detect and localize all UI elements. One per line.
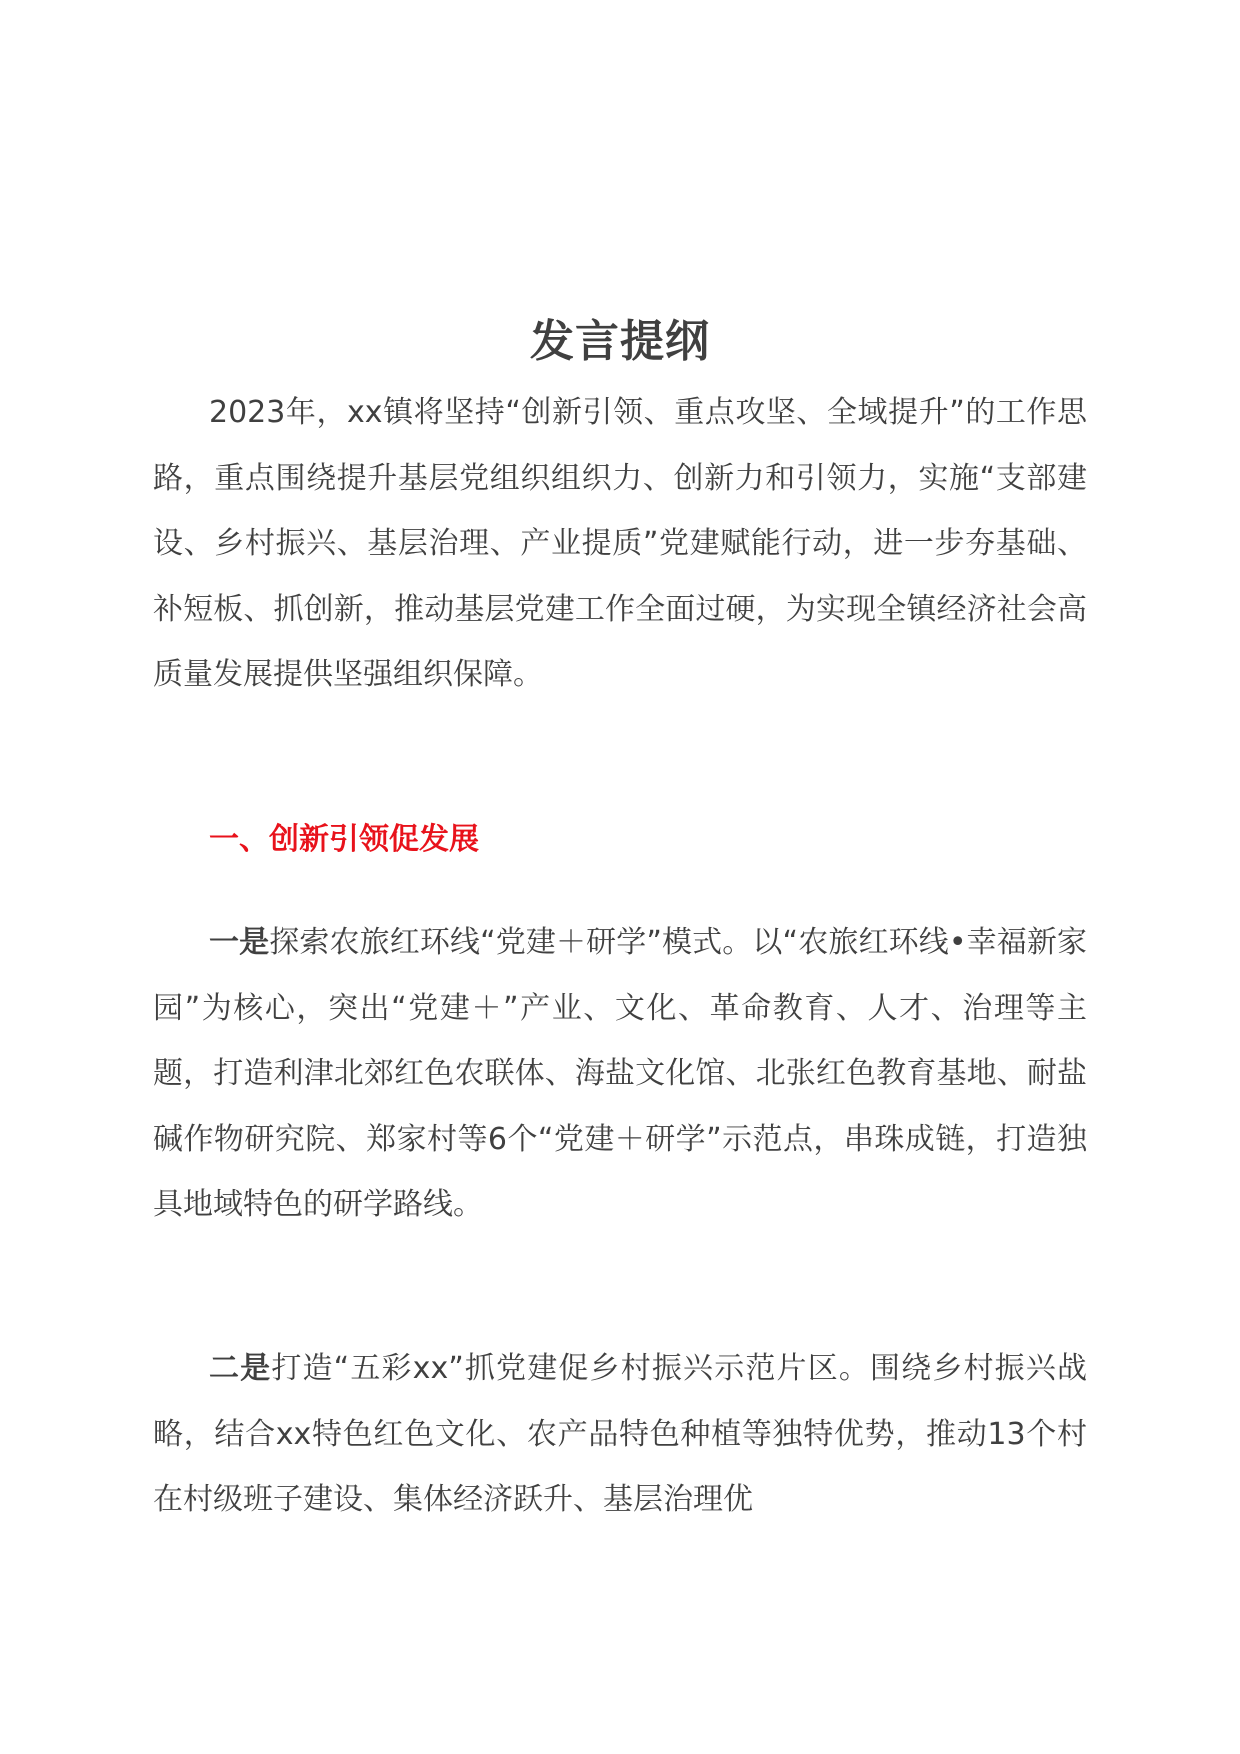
list-item xyxy=(153,1336,1087,1533)
section-heading: 一、创新引领促发展 xyxy=(209,822,479,857)
item-text: 探索农旅红环线“党建＋研学”模式。以“农旅红环线•幸福新家园”为核心，突出“党建＋”产业、文化、革命教育、人才、治理等主题，打造利津北郊红色农联体、海盐文化馆、北张红色教育基地、耐盐碱作物研究院、郑家村等6个“党建＋研学”示范点，串珠成链，打造独具地域特色的研学路线。 xyxy=(153,925,1087,1222)
item-lead: 二是 xyxy=(209,1351,272,1386)
item-text: 打造“五彩xx”抓党建促乡村振兴示范片区。围绕乡村振兴战略，结合xx特色红色文化、农产品特色种植等独特优势，推动13个村在村级班子建设、集体经济跃升、基层治理优 xyxy=(153,1351,1087,1517)
item-lead: 一是 xyxy=(209,925,270,960)
intro-paragraph: 2023年，xx镇将坚持“创新引领、重点攻坚、全域提升”的工作思路，重点围绕提升基层党组织组织力、创新力和引领力，实施“支部建设、乡村振兴、基层治理、产业提质”党建赋能行动，进一步夯基础、补短板、抓创新，推动基层党建工作全面过硬，为实现全镇经济社会高质量发展提供坚强组织保障。 xyxy=(153,395,1087,692)
list-item xyxy=(153,910,1087,1238)
document-title: 发言提纲 xyxy=(530,316,710,368)
